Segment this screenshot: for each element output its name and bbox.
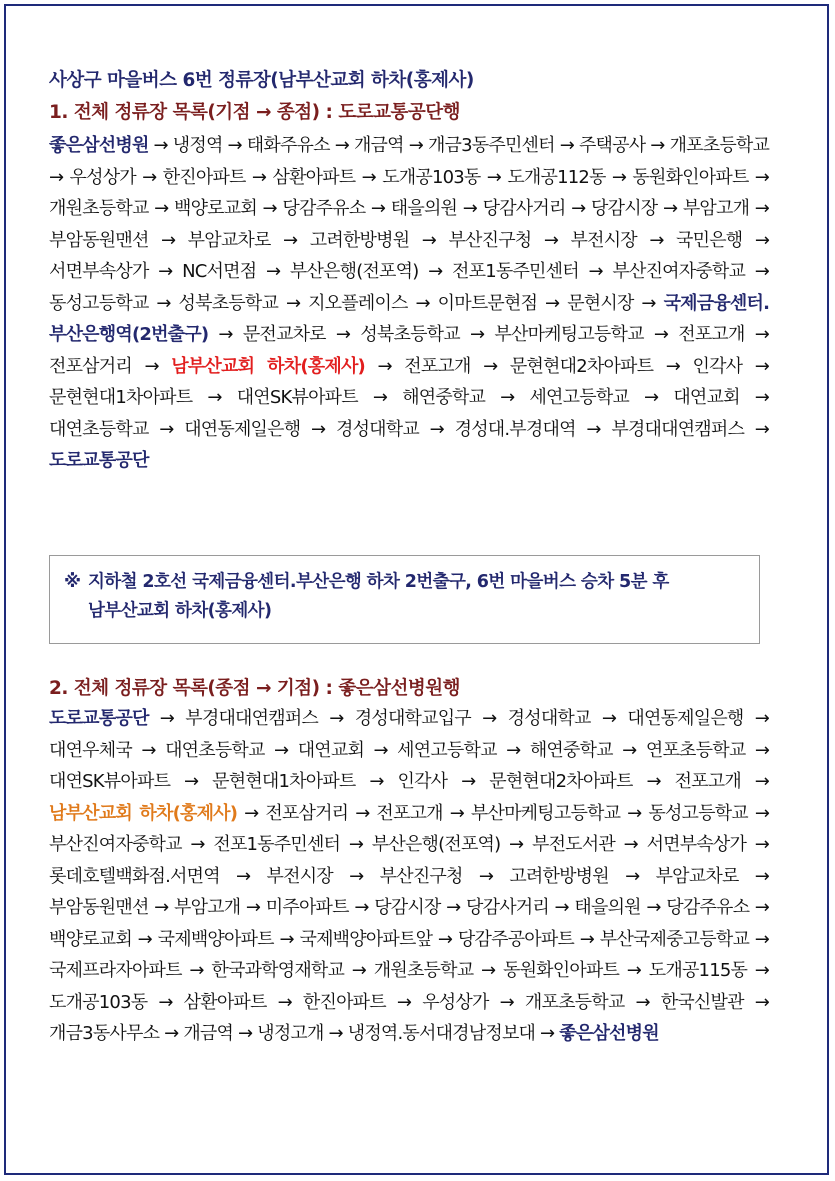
route-stop: 전포고개 [678,324,745,345]
arrow-icon: → [372,387,388,408]
arrow-icon: → [622,739,637,761]
arrow-icon: → [245,897,261,918]
route-stop: 성북초등학교 [360,324,460,345]
route-stop: 문현시장 [567,292,634,314]
route-stop: 경성대학교 [507,708,591,729]
arrow-icon: → [227,135,242,156]
route-stop: 개원초등학교 [373,960,474,981]
route-stop: 부산진구청 [379,865,463,887]
arrow-icon: → [482,708,497,729]
arrow-icon: → [754,960,770,981]
route-stop: 세연고등학교 [529,387,629,408]
arrow-icon: → [189,960,204,981]
arrow-icon: → [554,897,569,918]
route-stop: 전포고개 [404,355,471,377]
arrow-icon: → [626,960,642,981]
arrow-icon: → [579,928,595,950]
route-stop: 삼환아파트 [183,991,267,1013]
arrow-icon: → [478,865,494,887]
arrow-icon: → [754,865,770,887]
route-stop: 대연교회 [673,387,740,408]
arrow-icon: → [218,324,233,345]
route-stop: 부암동원맨션 [49,897,149,918]
arrow-icon: → [141,739,156,761]
note-line2: 남부산교회 하차(홍제사) [88,601,272,621]
arrow-icon: → [509,834,524,855]
arrow-icon: → [158,991,173,1013]
route-stop: 부산마케팅고등학교 [470,802,621,824]
route-stop: 백양로교회 [173,198,257,219]
arrow-icon: → [486,166,502,188]
route-stop: 도개공103동 [382,166,481,188]
arrow-icon: → [238,1023,253,1044]
arrow-icon: → [283,229,298,251]
arrow-icon: → [754,928,770,950]
arrow-icon: → [506,739,521,761]
route-stop: 냉정역 [172,135,223,156]
arrow-icon: → [373,739,388,761]
arrow-icon: → [207,387,222,408]
route-stop: 서면부속상가 [49,261,149,282]
arrow-icon: → [159,418,174,440]
route-stop: 부산은행(전포역) [289,261,419,282]
arrow-icon: → [274,739,289,761]
route-stop: 냉정역.동서대경남정보대 [347,1023,536,1044]
route-stop: 대연우체국 [49,739,132,761]
arrow-icon: → [355,802,370,824]
arrow-icon: → [754,229,770,251]
route-stop: 고려한방병원 [509,865,609,887]
route-stop: 대연동제일은행 [184,418,301,440]
arrow-icon: → [461,771,476,792]
route-stop: 삼환아파트 [272,166,356,188]
route-stop: 대연SK뷰아파트 [236,387,358,408]
route-stop: 동성고등학교 [49,292,149,314]
route-stop: 대연초등학교 [165,739,265,761]
arrow-icon: → [429,418,444,440]
arrow-icon: → [635,991,650,1013]
section2-heading: 2. 전체 정류장 목록(종점 → 기점) : 좋은삼선병원행 [49,678,460,699]
arrow-icon: → [160,229,176,251]
route-stop: 부경대대연캠퍼스 [611,418,745,440]
arrow-icon: → [650,135,665,156]
arrow-icon: → [377,355,392,377]
arrow-icon: → [279,928,294,950]
route-stop: 개금역 [353,135,404,156]
arrow-icon: → [351,960,367,981]
arrow-icon: → [244,802,259,824]
route-stop: 성북초등학교 [178,292,279,314]
arrow-icon: → [428,261,443,282]
arrow-icon: → [396,991,412,1013]
arrow-icon: → [754,166,770,188]
arrow-icon: → [665,355,681,377]
route-stop: 남부산교회 하차(홍제사) [171,355,365,377]
route-stop: 좋은삼선병원 [559,1023,659,1044]
route-stop: 당감사거리 [466,897,549,918]
arrow-icon: → [262,198,277,219]
arrow-icon: → [285,292,301,314]
arrow-icon: → [449,802,464,824]
route-stop: 인각사 [692,355,743,377]
arrow-icon: → [754,387,769,408]
arrow-icon: → [545,292,560,314]
route-stop: 전포삼거리 [265,802,349,824]
route-stop: 해연중학교 [402,387,486,408]
arrow-icon: → [159,708,175,729]
note-box [49,555,760,644]
route-stop: 문전교차로 [242,324,326,345]
route-stop: 부암교차로 [187,229,271,251]
route-stop: 남부산교회 하차(홍제사) [49,802,238,824]
route-stop: 연포초등학교 [645,739,746,761]
route-stop: 부산국제중고등학교 [599,928,750,950]
route-stop: 당감사거리 [482,198,566,219]
route-stop: 부전시장 [266,865,333,887]
route-stop: 세연고등학교 [397,739,497,761]
route-stop: 부산진구청 [448,229,532,251]
section2-route [49,703,769,1050]
arrow-icon: → [142,166,157,188]
route-stop: 개원초등학교 [49,198,149,219]
arrow-icon: → [415,292,430,314]
route-stop: 개포초등학교 [669,135,770,156]
arrow-icon: → [156,292,171,314]
route-stop: 개금역 [183,1023,234,1044]
route-stop: 도개공103동 [49,991,148,1013]
route-stop: 동원화인아파트 [502,960,620,981]
arrow-icon: → [481,960,496,981]
arrow-icon: → [646,897,661,918]
route-stop: 전포1동주민센터 [213,834,341,855]
arrow-icon: → [754,418,770,440]
arrow-icon: → [611,166,627,188]
route-stop: 문현현대1차아파트 [212,771,356,792]
arrow-icon: → [754,198,770,219]
route-stop: 부암고개 [682,198,750,219]
route-stop: 국제백양아파트 [157,928,274,950]
arrow-icon: → [328,1023,343,1044]
arrow-icon: → [277,991,292,1013]
route-stop: 롯데호텔백화점.서면역 [49,865,220,887]
arrow-icon: → [754,261,770,282]
arrow-icon: → [137,928,152,950]
arrow-icon: → [588,261,603,282]
note-line1: 지하철 2호선 국제금융센터.부산은행 하차 2번출구, 6번 마을버스 승차 5분 후 [88,572,669,592]
arrow-icon: → [754,802,770,824]
route-stop: 당감시장 [591,198,658,219]
arrow-icon: → [483,355,498,377]
route-stop: 경성대학교입구 [354,708,471,729]
arrow-icon: → [754,991,770,1013]
route-stop: 태을의원 [574,897,641,918]
arrow-icon: → [469,324,485,345]
route-stop: 국제백양아파트앞 [299,928,433,950]
arrow-icon: → [265,261,281,282]
arrow-icon: → [543,229,559,251]
route-stop: 동성고등학교 [648,802,748,824]
route-stop: 개금3동사무소 [49,1023,160,1044]
route-stop: 도로교통공단 [49,708,149,729]
arrow-icon: → [370,198,386,219]
arrow-icon: → [754,771,770,792]
arrow-icon: → [334,135,349,156]
arrow-icon: → [754,834,770,855]
section1-heading: 1. 전체 정류장 목록(기점 → 종점) : 도로교통공단행 [49,102,460,123]
route-stop: 한진아파트 [162,166,246,188]
route-stop: 전포삼거리 [49,355,132,377]
arrow-icon: → [251,166,267,188]
route-stop: 이마트문현점 [437,292,538,314]
route-stop: 부암동원맨션 [49,229,149,251]
arrow-icon: → [446,897,461,918]
route-stop: 문현현대2차아파트 [489,771,633,792]
route-stop: 서면부속상가 [646,834,747,855]
route-stop: 대연SK뷰아파트 [49,771,171,792]
arrow-icon: → [644,387,659,408]
route-stop: 우성상가 [69,166,136,188]
route-stop: 우성상가 [422,991,489,1013]
route-stop: 전포고개 [674,771,741,792]
arrow-icon: → [754,708,770,729]
route-stop: 주택공사 [578,135,646,156]
arrow-icon: → [236,865,251,887]
arrow-icon: → [627,802,642,824]
route-stop: 도개공112동 [507,166,606,188]
arrow-icon: → [369,771,384,792]
arrow-icon: → [158,261,173,282]
arrow-icon: → [329,708,344,729]
route-stop: 도로교통공단 [49,450,149,471]
route-stop: 한국과학영재학교 [211,960,345,981]
arrow-icon: → [625,865,640,887]
route-stop: 한국신발관 [660,991,744,1013]
arrow-icon: → [144,355,159,377]
arrow-icon: → [335,324,351,345]
route-stop: 개금3동주민센터 [427,135,555,156]
route-stop: 당감주공아파트 [457,928,575,950]
route-stop: 부산은행(전포역) [371,834,501,855]
arrow-icon: → [646,771,661,792]
route-stop: 국제금융센터.부산은행역(2번출구) [49,292,770,345]
route-stop: 국제프라자아파트 [49,960,182,981]
route-stop: 부전시장 [570,229,637,251]
route-stop: 부전도서관 [531,834,615,855]
note-mark: ※ [64,572,81,592]
route-stop: 고려한방병원 [309,229,410,251]
arrow-icon: → [601,708,617,729]
route-stop: 문현현대1차아파트 [49,387,193,408]
arrow-icon: → [649,229,664,251]
route-stop: 당감시장 [374,897,441,918]
route-stop: 부산진여자중학교 [49,834,182,855]
arrow-icon: → [154,897,169,918]
arrow-icon: → [437,928,453,950]
route-stop: 부암교차로 [655,865,739,887]
route-stop: 경성대.부경대역 [454,418,576,440]
route-stop: 부산진여자중학교 [612,261,746,282]
route-stop: 좋은삼선병원 [49,135,149,156]
arrow-icon: → [354,897,369,918]
arrow-icon: → [408,135,423,156]
route-stop: 부경대대연캠퍼스 [185,708,319,729]
route-stop: 대연동제일은행 [627,708,744,729]
arrow-icon: → [559,135,574,156]
arrow-icon: → [540,1023,555,1044]
arrow-icon: → [754,324,770,345]
arrow-icon: → [349,865,364,887]
arrow-icon: → [462,198,478,219]
route-stop: 전포고개 [376,802,443,824]
route-stop: 부산마케팅고등학교 [494,324,644,345]
arrow-icon: → [754,355,770,377]
arrow-icon: → [154,198,169,219]
route-stop: 한진아파트 [302,991,386,1013]
route-stop: 해연중학교 [529,739,613,761]
route-stop: 냉정고개 [257,1023,324,1044]
arrow-icon: → [653,324,669,345]
route-stop: 국민은행 [676,229,743,251]
arrow-icon: → [500,387,515,408]
arrow-icon: → [754,739,770,761]
route-stop: 당감주유소 [282,198,366,219]
arrow-icon: → [153,135,168,156]
section1-route [49,130,769,477]
arrow-icon: → [184,771,199,792]
route-stop: NC서면점 [182,261,257,282]
route-stop: 개포초등학교 [524,991,625,1013]
route-stop: 부암고개 [173,897,241,918]
arrow-icon: → [754,897,770,918]
arrow-icon: → [164,1023,179,1044]
arrow-icon: → [662,198,678,219]
route-stop: 태화주유소 [246,135,330,156]
arrow-icon: → [571,198,586,219]
route-stop: 전포1동주민센터 [452,261,579,282]
note-text [64,568,754,626]
arrow-icon: → [586,418,601,440]
arrow-icon: → [190,834,205,855]
route-stop: 미주아파트 [265,897,349,918]
route-stop: 문현현대2차아파트 [509,355,654,377]
route-stop: 인각사 [397,771,448,792]
route-stop: 지오플레이스 [308,292,408,314]
route-stop: 도개공115동 [648,960,748,981]
arrow-icon: → [361,166,376,188]
arrow-icon: → [421,229,437,251]
route-stop: 백양로교회 [49,928,132,950]
arrow-icon: → [499,991,514,1013]
route-stop: 당감주유소 [666,897,750,918]
arrow-icon: → [348,834,364,855]
arrow-icon: → [623,834,638,855]
route-stop: 경성대학교 [336,418,419,440]
arrow-icon: → [311,418,326,440]
document-title: 사상구 마을버스 6번 정류장(남부산교회 하차(홍제사) [49,70,474,91]
route-stop: 대연교회 [297,739,365,761]
arrow-icon: → [49,166,64,188]
route-stop: 동원화인아파트 [632,166,749,188]
route-stop: 태을의원 [390,198,458,219]
arrow-icon: → [641,292,656,314]
route-stop: 대연초등학교 [49,418,149,440]
